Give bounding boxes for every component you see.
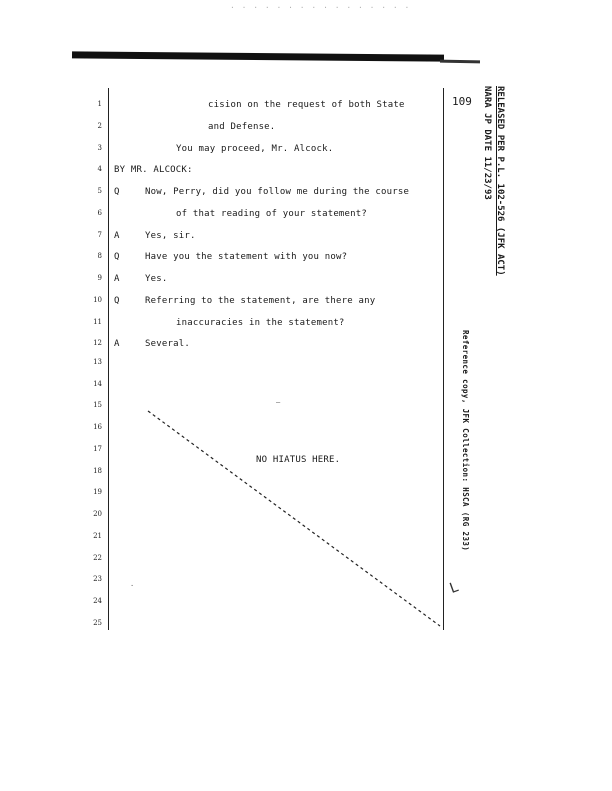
- line-number: 22: [93, 554, 102, 562]
- line-number: 13: [93, 358, 102, 366]
- transcript-line: and Defense.: [208, 122, 276, 132]
- line-number: 25: [93, 619, 102, 627]
- transcript-line: You may proceed, Mr. Alcock.: [176, 144, 334, 154]
- line-number: 10: [93, 296, 102, 304]
- release-stamp-line-2: NARA JP DATE 11/23/93: [482, 86, 492, 200]
- line-number: 4: [97, 165, 102, 173]
- transcript-line: Have you the statement with you now?: [145, 252, 348, 262]
- line-number: 1: [97, 100, 102, 108]
- transcript-line: inaccuracies in the statement?: [176, 318, 345, 328]
- line-number: 24: [93, 597, 102, 605]
- speaker-label: Q: [114, 252, 120, 262]
- line-number: 2: [97, 122, 102, 130]
- header-smudge: · · · · · · · · · · · · · · · ·: [230, 3, 411, 12]
- examiner-heading: BY MR. ALCOCK:: [114, 165, 193, 175]
- line-number: 17: [93, 445, 102, 453]
- line-number: 5: [97, 187, 102, 195]
- page-number: 109: [452, 95, 472, 108]
- line-number: 8: [97, 252, 102, 260]
- speaker-label: Q: [114, 187, 120, 197]
- line-number: 7: [97, 231, 102, 239]
- release-stamp-line-1: RELEASED PER P.L. 102-526 (JFK ACT): [495, 86, 505, 276]
- line-number: 20: [93, 510, 102, 518]
- line-number: 9: [97, 274, 102, 282]
- line-number: 14: [93, 380, 102, 388]
- stray-mark: —: [276, 398, 281, 406]
- transcript-line: Several.: [145, 339, 190, 349]
- line-number: 12: [93, 339, 102, 347]
- reference-copy-label: Reference copy, JFK Collection: HSCA (RG 233): [461, 330, 470, 552]
- speaker-label: A: [114, 231, 120, 241]
- transcript-line: cision on the request of both State: [208, 100, 405, 110]
- line-number: 19: [93, 488, 102, 496]
- speaker-label: A: [114, 274, 120, 284]
- stray-mark: ·: [130, 582, 135, 590]
- line-number: 21: [93, 532, 102, 540]
- transcript-line: Now, Perry, did you follow me during the course: [145, 187, 410, 197]
- transcript-line: Yes.: [145, 274, 168, 284]
- line-number: 18: [93, 467, 102, 475]
- line-number: 6: [97, 209, 102, 217]
- transcript-line: Referring to the statement, are there any: [145, 296, 376, 306]
- transcript-line: of that reading of your statement?: [176, 209, 368, 219]
- line-number: 23: [93, 575, 102, 583]
- line-number: 16: [93, 423, 102, 431]
- transcript-line: Yes, sir.: [145, 231, 196, 241]
- line-number: 15: [93, 401, 102, 409]
- line-number: 11: [93, 318, 102, 326]
- speaker-label: Q: [114, 296, 120, 306]
- speaker-label: A: [114, 339, 120, 349]
- no-hiatus-note: NO HIATUS HERE.: [256, 455, 341, 465]
- line-number: 3: [97, 144, 102, 152]
- handwritten-initial: L: [447, 579, 461, 597]
